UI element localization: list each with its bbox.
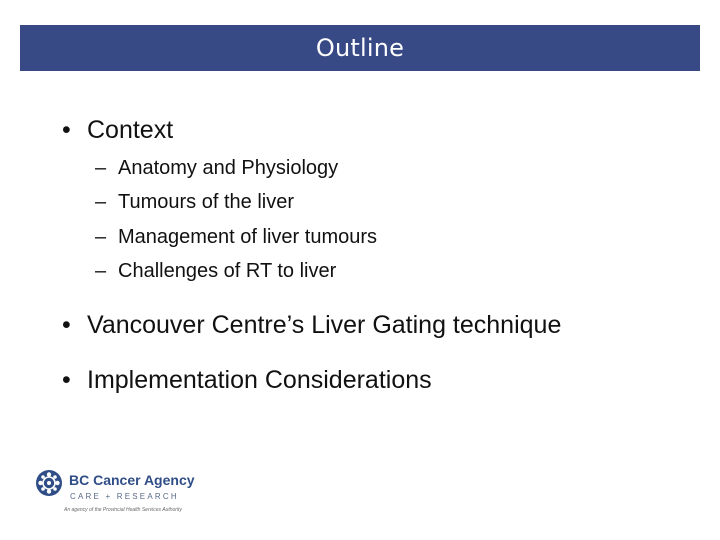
bullet-implementation [62, 365, 432, 395]
sub-marker: – [95, 191, 107, 213]
bc-cancer-agency-logo-icon [35, 469, 63, 497]
bullet-context [62, 115, 173, 145]
subitem-management [95, 224, 377, 250]
bullet-text: Vancouver Centre’s Liver Gating technique [87, 311, 562, 339]
logo-subtitle: An agency of the Provincial Health Services Authority [64, 507, 182, 513]
subitem-text: Management of liver tumours [118, 226, 378, 248]
subitem-anatomy [95, 155, 338, 181]
subitem-text: Challenges of RT to liver [118, 260, 337, 282]
logo-tagline: CARE + RESEARCH [70, 492, 179, 501]
sub-marker: – [95, 226, 107, 248]
subitem-tumours [95, 189, 294, 215]
bullet-marker: • [62, 116, 71, 144]
sub-marker: – [95, 157, 107, 179]
subitem-text: Tumours of the liver [118, 191, 294, 213]
slide-title: Outline [315, 34, 405, 62]
bc-cancer-agency-logo [30, 464, 210, 520]
bullet-text: Implementation Considerations [87, 366, 432, 394]
bullet-marker: • [62, 311, 71, 339]
bullet-marker: • [62, 366, 71, 394]
bullet-vancouver [62, 310, 561, 340]
logo-name: BC Cancer Agency [69, 472, 195, 488]
subitem-challenges [95, 258, 336, 284]
sub-marker: – [95, 260, 107, 282]
bullet-text: Context [87, 116, 174, 144]
subitem-text: Anatomy and Physiology [118, 157, 339, 179]
title-bar [20, 25, 700, 71]
